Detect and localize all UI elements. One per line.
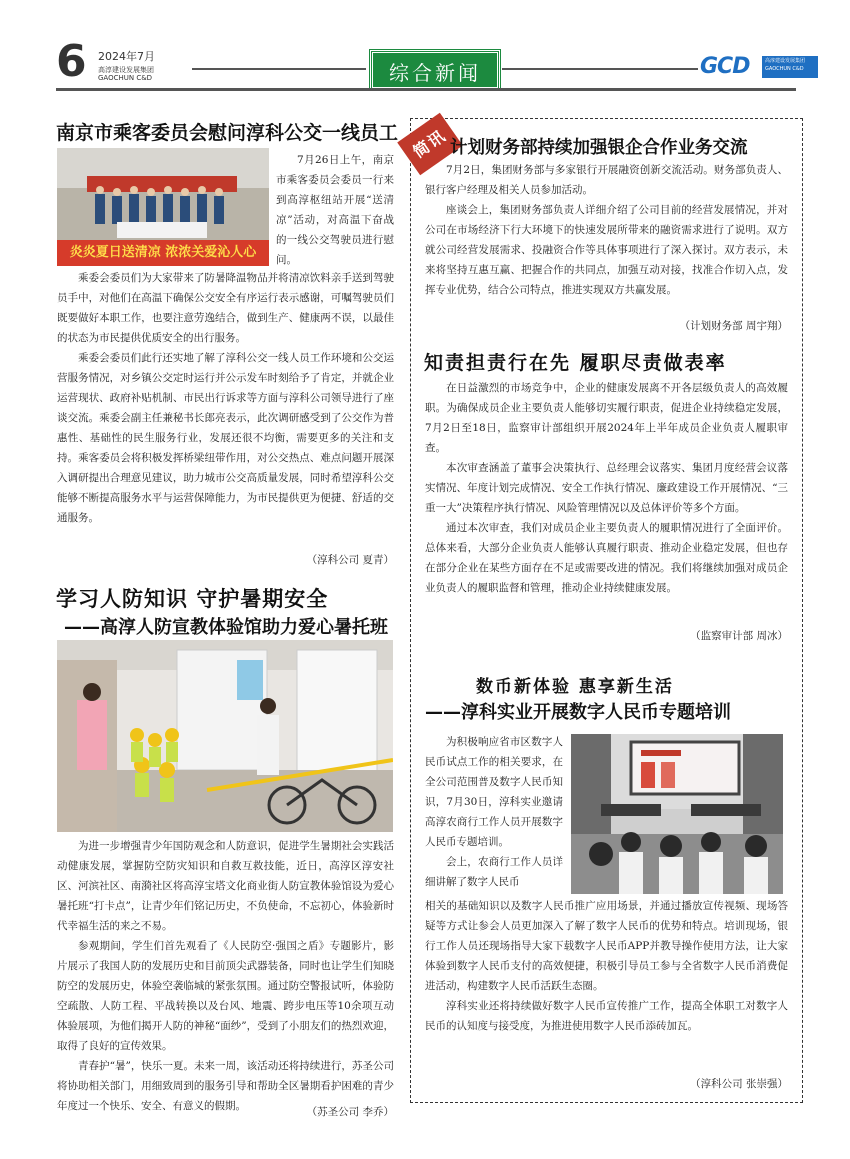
article4-body bbox=[425, 378, 788, 598]
issue-date: 2024年7月 bbox=[98, 50, 155, 63]
article3-title: 计划财务部持续加强银企合作业务交流 bbox=[450, 138, 748, 158]
article5-signature: （淳科公司 张崇强） bbox=[690, 1078, 788, 1090]
article5-intro bbox=[425, 732, 563, 892]
article1-para1: 7月26日上午，南京市乘客委员会委员一行来到高淳枢纽站开展“送清凉”活动，对高温下奋战的一线公交驾驶员进行慰问。 bbox=[276, 154, 394, 266]
article5-para3: 淳科实业还将持续做好数字人民币宣传推广工作，提高全体职工对数字人民币的认知度与接受度，为推进使用数字人民币添砖加瓦。 bbox=[425, 1000, 788, 1032]
article3-body bbox=[425, 160, 788, 300]
article2-title: 学习人防知识 守护暑期安全 bbox=[56, 587, 329, 611]
article2-para2: 参观期间，学生们首先观看了《人民防空·强国之盾》专题影片，影片展示了我国人防的发展历史和目前顶尖武器装备，同时也让学生们知晓防空的发展历史，体验空袭临城的紧张氛围。通过防空警报试听，体验防空疏散、人防工程、平战转换以及台风、地震、跨步电压等10余项互动体验展项，为他们揭开人防的神秘“面纱”，受到了小朋友们的热烈欢迎，取得了良好的宣传效果。 bbox=[57, 940, 394, 1052]
article2-body bbox=[57, 836, 394, 1116]
photo-banner-text: 炎炎夏日送清凉 浓浓关爱沁人心 bbox=[69, 245, 257, 260]
article3-para1: 7月2日，集团财务部与多家银行开展融资创新交流活动。财务部负责人、银行客户经理及相关人员参加活动。 bbox=[425, 164, 788, 196]
article4-para2: 本次审查涵盖了董事会决策执行、总经理会议落实、集团月度经营会议落实情况、年度计划完成情况、安全工作执行情况、廉政建设工作开展情况、“三重一大”决策程序执行情况、风险管理情况以及总体评价等多个方面。 bbox=[425, 462, 788, 514]
article2-para1: 为进一步增强青少年国防观念和人防意识，促进学生暑期社会实践活动健康发展，掌握防空防灾知识和自救互救技能，近日，高淳区淳安社区、河滨社区、南漪社区将高淳宝塔文化商业街人防宣教体验馆设为爱心暑托班“打卡点”，让青少年们铭记历史，不负使命，不忘初心，体验新时代幸福生活的来之不易。 bbox=[57, 840, 394, 932]
article5-photo bbox=[571, 734, 783, 894]
header-divider bbox=[56, 88, 796, 91]
article4-title: 知责担责行在先 履职尽责做表率 bbox=[424, 352, 727, 374]
article5-body bbox=[425, 896, 788, 1036]
logo-org-box bbox=[762, 56, 818, 78]
museum-visit-photo-icon bbox=[57, 640, 393, 832]
header-org bbox=[98, 66, 154, 83]
article1-title: 南京市乘客委员会慰问淳科公交一线员工 bbox=[56, 122, 399, 144]
article1-para2: 乘委会委员们为大家带来了防暑降温物品并将清凉饮料亲手送到驾驶员手中，对他们在高温下确保公交安全有序运行表示感谢，可嘱驾驶员们既要做好本职工作，也要注意劳逸结合，做到生产、健康两不误，以最佳的状态为市民提供优质安全的出行服务。 bbox=[57, 272, 394, 344]
page-number: 6 bbox=[56, 36, 87, 87]
article1-body bbox=[57, 268, 394, 528]
header-org-cn: 高淳建设发展集团 bbox=[98, 66, 154, 74]
article5-para2a: 会上，农商行工作人员详细讲解了数字人民币 bbox=[425, 856, 563, 888]
training-session-photo-icon bbox=[571, 734, 783, 894]
article4-para1: 在日益激烈的市场竞争中，企业的健康发展离不开各层级负责人的高效履职。为确保成员企业主要负责人能够切实履行职责，促进企业持续稳定发展，7月2日至18日，监察审计部组织开展2024年上半年成员企业负责人履职审查。 bbox=[425, 382, 788, 454]
article5-subtitle: ——淳科实业开展数字人民币专题培训 bbox=[425, 702, 731, 723]
article2-para3: 青春护“暑”，快乐一夏。未来一周，该活动还将持续进行，苏圣公司将协助相关部门，用细致周到的服务引导和帮助全区暑期看护困难的青少年度过一个快乐、安全、有意义的假期。 bbox=[57, 1060, 394, 1112]
logo-org-cn: 高淳建设发展集团 bbox=[765, 58, 806, 64]
article1-para3: 乘委会委员们此行还实地了解了淳科公交一线人员工作环境和公交运营服务情况，对乡镇公交定时运行并公示发车时刻给予了肯定，并就企业运营现状、政府补贴机制、市民出行诉求等方面与淳科公司领导进行了座谈交流。乘委会副主任兼秘书长郎亮表示，此次调研感受到了公交作为普惠性、基础性的民生服务行业，发展还很不均衡，需要更多的关注和支持。乘客委员会将积极发挥桥梁纽带作用，对公交热点、难点问题开展深入调研提出合理意见建议，助力城市公交高质量发展，同时希望淳科公交能够不断提高服务水平与运营保障能力，为市民提供更为便捷、舒适的交通服务。 bbox=[57, 352, 394, 524]
article4-signature: （监察审计部 周冰） bbox=[690, 630, 788, 642]
article1-signature: （淳科公司 夏青） bbox=[306, 554, 394, 566]
article1-photo bbox=[57, 148, 269, 266]
article5-para2b: 相关的基础知识以及数字人民币推广应用场景，并通过播放宣传视频、现场答疑等方式让参会人员更加深入了解了数字人民币的优势和特点。培训现场，银行工作人员还现场指导大家下载数字人民币APP并教导操作使用方法，让大家体验到数字人民币支付的高效便捷，积极引导员工参与全省数字人民币消费促进活动，构建数字人民币活跃生态圈。 bbox=[425, 900, 788, 992]
article5-title: 数币新体验 惠享新生活 bbox=[476, 677, 674, 697]
article3-signature: （计划财务部 周宇翔） bbox=[679, 320, 788, 332]
header-rule-left bbox=[192, 68, 366, 70]
header-org-en: GAOCHUN C&D bbox=[98, 74, 153, 83]
article2-subtitle: ——高淳人防宣教体验馆助力爱心暑托班 bbox=[64, 617, 388, 638]
gcd-logo: GCD bbox=[700, 54, 750, 79]
section-title: 综合新闻 bbox=[370, 50, 500, 90]
header-rule-right bbox=[502, 68, 698, 70]
article5-para1: 为积极响应省市区数字人民币试点工作的相关要求，在全公司范围普及数字人民币知识，7月30日，淳科实业邀请高淳农商行工作人员开展数字人民币专题培训。 bbox=[425, 736, 563, 848]
article2-signature: （苏圣公司 李乔） bbox=[306, 1106, 394, 1118]
logo-org-en: GAOCHUN C&D bbox=[765, 65, 804, 72]
article3-para2: 座谈会上，集团财务部负责人详细介绍了公司目前的经营发展情况，并对公司在市场经济下行大环境下的快速发展所带来的融资需求进行了说明。双方就公司经营发展需求、投融资合作等具体事项进行了深入探讨。双方表示，未来将坚持互惠互赢、把握合作的共同点，加强互动对接，找准合作切入点，发挥专业优势，结合公司特点，推进实现双方共赢发展。 bbox=[425, 204, 788, 296]
article2-photo bbox=[57, 640, 393, 832]
article1-intro bbox=[276, 150, 394, 270]
article4-para3: 通过本次审查，我们对成员企业主要负责人的履职情况进行了全面评价。总体来看，大部分企业负责人能够认真履行职责、推动企业稳定发展，但也存在部分企业在某些方面存在不足或需要改进的情况。我们将继续加强对成员企业负责人的履职监督和管理，推动企业持续健康发展。 bbox=[425, 522, 788, 594]
brief-tag: 简讯 bbox=[397, 113, 463, 176]
